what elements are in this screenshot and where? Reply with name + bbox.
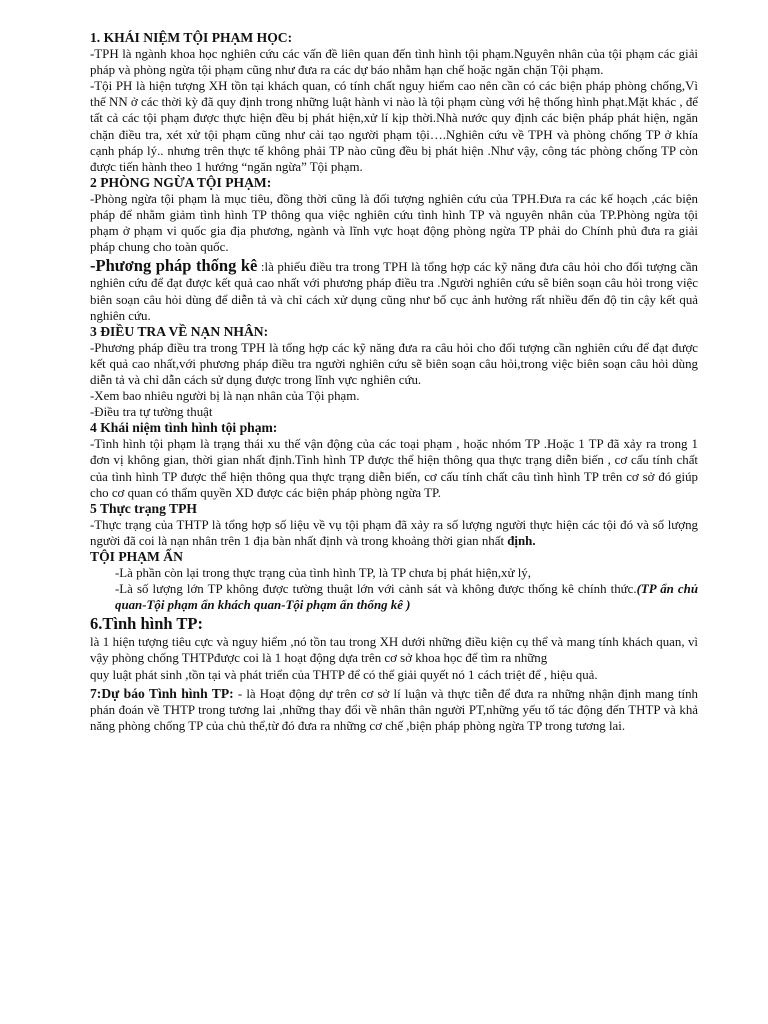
method-description: :là phiếu điều tra trong TPH là tổng hợp các kỹ năng đưa câu hỏi cho đối tượng cần nghiên cứu để đạt được kết quả cao nhất với phương pháp điều tra .Người nghiên cứu sẽ biên soạn câu hỏi trong việc biên soạn câu hỏi dùng để diễn tả và chỉ cách xử dụng cũng như bố cục ảnh hưởng rất nhiều đến độ tin cậy kết quả nghiên cứu. — [90, 260, 698, 323]
heading-7: 7:Dự báo Tình hình TP: — [90, 685, 234, 701]
paragraph-3-2: -Xem bao nhiêu người bị là nạn nhân của Tội phạm. — [90, 389, 360, 404]
heading-2: 2 PHÒNG NGỪA TỘI PHẠM: — [90, 174, 272, 190]
heading-5: 5 Thực trạng TPH — [90, 500, 197, 516]
heading-6: 6.Tình hình TP: — [90, 614, 203, 634]
paragraph-6-1: là 1 hiện tượng tiêu cực và nguy hiểm ,nó tồn tau trong XH dưới những điều kiện cụ thể và mang tính khách quan, vì vậy phòng chống THTPđược coi là 1 hoạt động dựa trên cơ sở khoa học để tìm ra những — [90, 635, 698, 666]
paragraph-5-text: -Thực trạng của THTP là tổng hợp số liệu về vụ tội phạm đã xảy ra số lượng người thực hiện các tội đó và số lượng người đã coi là nạn nhân trên 1 địa bàn nhất định và trong khoảng thời gian nhất — [90, 517, 698, 548]
method-term: -Phương pháp thống kê — [90, 256, 258, 276]
heading-3: 3 ĐIỀU TRA VỀ NẠN NHÂN: — [90, 323, 269, 339]
paragraph-3-3: -Điều tra tự tường thuật — [90, 405, 213, 420]
paragraph-1-2: -Tội PH là hiện tượng XH tồn tại khách quan, có tính chất nguy hiểm cao nên cần có các biện pháp phòng chống,Vì thế NN ở các thời kỳ đã quy định trong những luật hành vi nào là tội phạm cùng với hệ thống hình phạt.Mặt khác , để tất cả các tội phạm được thực hiện đều bị phát hiện,xử lí kịp thời.Nhà nước quy định các biện pháp phát hiện, ngăn chặn điều tra, xét xử tội phạm cũng như cải tạo người phạm tội….Nghiên cứu về TPH và phòng chống TP ở khía cạnh pháp lý.. nhưng trên thực tế không phải TP nào cũng đều bị phát hiện .Như vậy, công tác phòng chống TP còn được tiến hành theo 1 hướng “ngăn ngừa” Tội phạm. — [90, 79, 698, 174]
heading-hidden-crime: TỘI PHẠM ẨN — [90, 549, 183, 564]
paragraph-4-1: -Tình hình tội phạm là trạng thái xu thế vận động của các toại phạm , hoặc nhóm TP .Hoặc 1 TP đã xảy ra trong 1 đơn vị không gian, thời gian nhất định.Tình hình TP được thể hiện thông qua thực trạng diễn biến , cơ cấu tính chất của tình hình TP được thể hiện thông qua thực trạng diễn biến, cơ cấu tính chất câu tình hình TP trên cơ sở đó giúp cho cơ quan có thẩm quyền XD được các biện pháp phòng ngừa TP. — [90, 437, 698, 500]
paragraph-hidden-1: -Là phần còn lại trong thực trạng của tình hình TP, là TP chưa bị phát hiện,xử lý, — [115, 566, 531, 581]
paragraph-7 — [90, 686, 698, 734]
paragraph-3-1: -Phương pháp điều tra trong TPH là tổng hợp các kỹ năng đưa ra câu hỏi cho đối tượng cần nghiên cứu để đạt được kết quả cao nhất,với phương pháp điều tra người nghiên cứu sẽ biên soạn câu hỏi,trong việc biên soạn câu hỏi dùng diễn tả và chỉ dẫn cách sử dụng được trong lĩnh vực nghiên cứu. — [90, 340, 698, 387]
paragraph-5-1 — [90, 517, 698, 549]
paragraph-hidden-2-text: -Là số lượng lớn TP không được tường thuật lớn với cảnh sát và không được thống kê chính thức. — [115, 582, 637, 597]
paragraph-5-bold: định. — [507, 533, 536, 548]
paragraph-7-text: - là Hoạt động dự trên cơ sở lí luận và thực tiễn để đưa ra những nhận định mang tính phán đoán về THTP trong tương lai ,những thay đổi về nhân thân người PT,những yếu tố tác động đến THTP và khả năng phòng chống TP của chủ thể,từ đó đưa ra những cơ chế ,biện pháp phòng ngừa TP trong tương lai. — [90, 686, 699, 733]
paragraph-2-1: -Phòng ngừa tội phạm là mục tiêu, đồng thời cũng là đối tượng nghiên cứu của TPH.Đưa ra các kế hoạch ,các biện pháp để nhằm giảm tình hình TP thông qua việc nghiên cứu tình hình TP và nguyên nhân của TP.Phòng ngừa tội phạm ở phạm vi quốc gia địa phương, ngành và lĩnh vực hoạt động phòng ngừa TP phải do Chính phủ đưa ra giải pháp chung cho toàn quốc. — [90, 191, 698, 255]
paragraph-6-2: quy luật phát sinh ,tồn tại và phát triển của THTP để có thể giải quyết nó 1 cách triệt để , hiệu quả. — [90, 667, 598, 682]
paragraph-2-2 — [90, 258, 698, 323]
paragraph-1-1: -TPH là ngành khoa học nghiên cứu các vấn đề liên quan đến tình hình tội phạm.Nguyên nhân của tội phạm các giải pháp và phòng ngừa tội phạm cũng như đưa ra các dự báo nhằm hạn chế hoặc ngăn chặn Tội phạm. — [90, 47, 698, 78]
heading-4: 4 Khái niệm tình hình tội phạm: — [90, 420, 278, 436]
heading-1: 1. KHÁI NIỆM TỘI PHẠM HỌC: — [90, 30, 293, 45]
hidden-crime-types: (TP ẩn chủ quan-Tội phạm ẩn khách quan-Tội phạm ẩn thống kê ) — [115, 582, 698, 613]
paragraph-hidden-2 — [90, 581, 698, 613]
